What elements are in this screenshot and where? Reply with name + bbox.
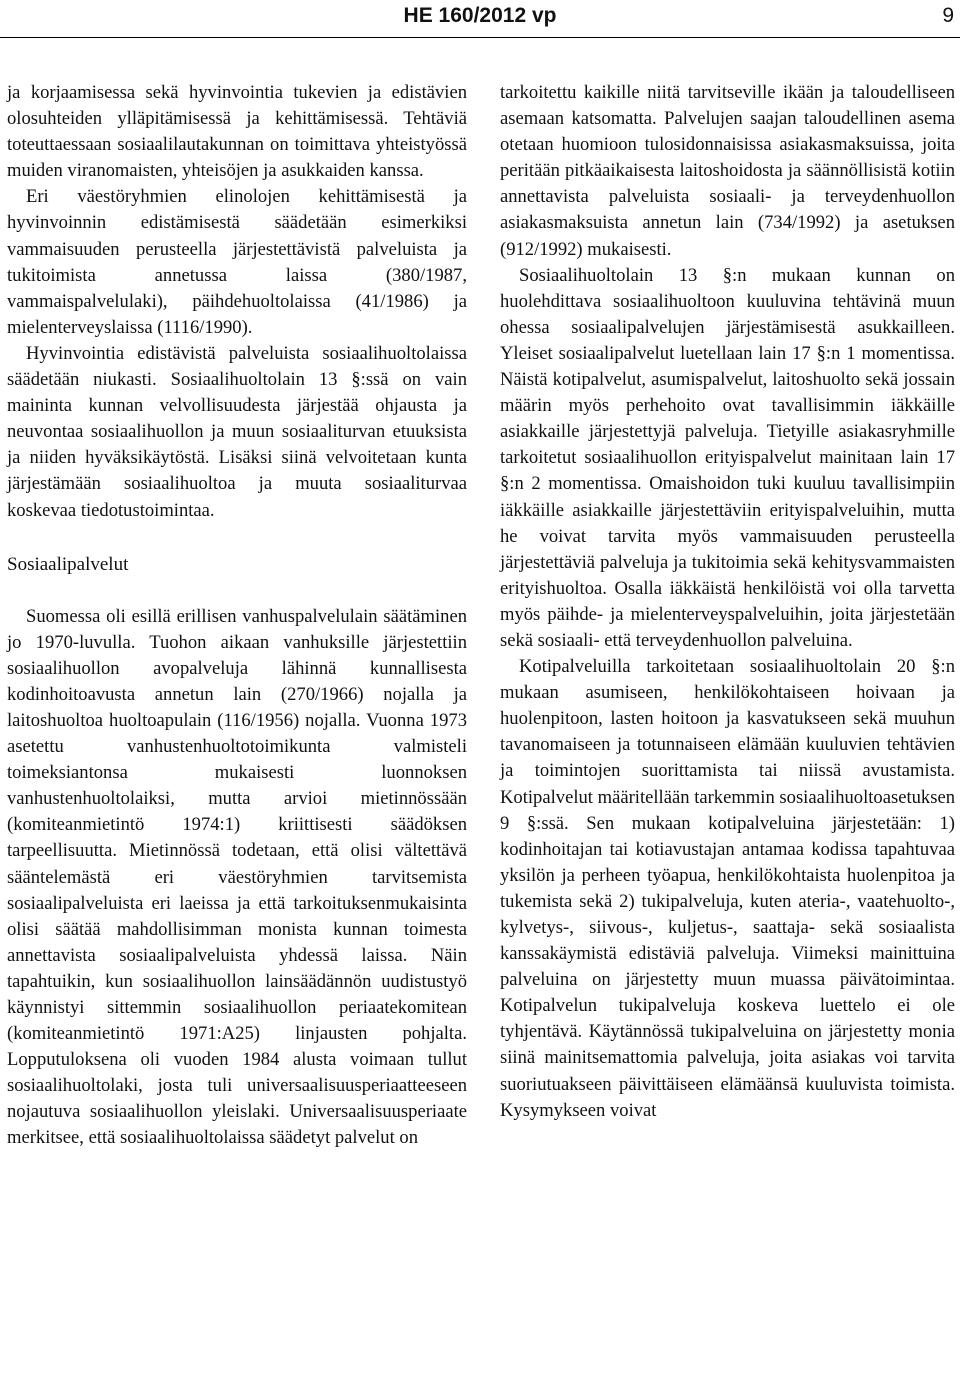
right-column — [500, 80, 955, 1124]
paragraph: Sosiaalihuoltolain 13 §:n mukaan kunnan on huolehdittava sosiaalihuoltoon kuuluvina tehtävinä muun ohessa sosiaalipalvelujen järjestämisestä asukkailleen. Yleiset sosiaalipalvelut luetellaan lain 17 §:n 1 momentissa. Näistä kotipalvelut, asumispalvelut, laitoshuolto sekä jossain määrin myös perhehoito ovat tavallisimmin iäkkäille asiakkaille järjestettyjä palveluja. Tietyille asiakasryhmille tarkoitetut sosiaalihuollon erityispalvelut mainitaan lain 17 §:n 2 momentissa. Omaishoidon tuki kuuluu tavallisimpiin iäkkäille asiakkaille järjestettäviin erityispalveluihin, mutta he voivat tarvita myös vammaisuuden perusteella järjestettäviä palveluja ja tukitoimia sekä kehitysvammaisten erityishuoltoa. Osalla iäkkäistä henkilöistä voi olla tarvetta myös päihde- ja mielenterveyspalveluihin, joita järjestetään sekä sosiaali- että terveydenhuollon palveluina. — [500, 264, 955, 651]
paragraph: Eri väestöryhmien elinolojen kehittämisestä ja hyvinvoinnin edistämisestä säädetään esimerkiksi vammaisuuden perusteella järjestettävistä palveluista ja tukitoimista annetussa laissa (380/1987, vammaispalvelulaki), päihdehuoltolaissa (41/1986) ja mielenterveyslaissa (1116/1990). — [7, 186, 467, 338]
paragraph: Hyvinvointia edistävistä palveluista sosiaalihuoltolaissa säädetään niukasti. Sosiaalihuoltolain 13 §:ssä on vain maininta kunnan velvollisuudesta järjestää ohjausta ja neuvontaa sosiaalihuollon ja muun sosiaaliturvan etuuksista ja niiden hyväksikäytöstä. Lisäksi siinä velvoitetaan kunta järjestämään sosiaalihuoltoa ja muuta sosiaaliturvaa koskevaa tiedotustoimintaa. — [7, 342, 467, 521]
page-number: 9 — [942, 4, 954, 27]
left-column — [7, 80, 467, 1152]
page-header — [0, 0, 960, 40]
paragraph: Kotipalveluilla tarkoitetaan sosiaalihuoltolain 20 §:n mukaan asumiseen, henkilökohtaiseen hoivaan ja huolenpitoon, lasten hoitoon ja kasvatukseen sekä muuhun tavanomaiseen ja totunnaiseen elämään kuuluvien tehtävien ja toimintojen suorittamista tai niissä avustamista. Kotipalvelut määritellään tarkemmin sosiaalihuoltoasetuksen 9 §:ssä. Sen mukaan kotipalveluina järjestetään: 1) kodinhoitajan tai kotiavustajan antamaa kodissa tapahtuvaa yksilön ja perheen työapua, henkilökohtaista huolenpitoa ja tukemista sekä 2) tukipalveluja, kuten ateria-, vaatehuolto-, kylvetys-, siivous-, kuljetus-, saattaja- sekä sosiaalista kanssakäymistä edistäviä palveluja. Viimeksi mainittuina palveluina on järjestetty muun muassa päivätoimintaa. Kotipalvelun tukipalveluja koskeva luettelo ei ole tyhjentävä. Käytännössä tukipalveluina on järjestetty monia siinä mainitsemattomia palveluja, joita asiakas voi tarvita suoriutuakseen päivittäiseen elämäänsä kuuluvista toimista. Kysymykseen voivat — [500, 656, 955, 1121]
paragraph: ja korjaamisessa sekä hyvinvointia tukevien ja edistävien olosuhteiden ylläpitämisessä ja kehittämisessä. Tehtäviä toteuttaessaan sosiaalilautakunnan on toimittava yhteistyössä muiden viranomaisten, yhteisöjen ja asukkaiden kanssa. — [7, 82, 467, 182]
paragraph: Suomessa oli esillä erillisen vanhuspalvelulain säätäminen jo 1970-luvulla. Tuohon aikaan vanhuksille järjestettiin sosiaalihuollon avopalveluja lähinnä kunnallisesta kodinhoitoavusta annetun lain (270/1966) nojalla ja laitoshuoltoa huoltoapulain (116/1956) nojalla. Vuonna 1973 asetettu vanhustenhuoltotoimikunta valmisteli toimeksiantonsa mukaisesti luonnoksen vanhustenhuoltolaiksi, mutta arvioi mietinnössään (komiteanmietintö 1974:1) kriittisesti säädöksen tarpeellisuutta. Mietinnössä todetaan, että olisi vältettävä sääntelemästä eri väestöryhmien tarvitsemista sosiaalipalveluista eri laeissa ja että tarkoituksenmukaisinta olisi säätää mahdollisimman monista kunnan toimesta annettavista sosiaalipalveluista yhdessä laissa. Näin tapahtuikin, kun sosiaalihuollon lainsäädännön uudistustyö käynnistyi sittemmin sosiaalihuollon periaatekomitean (komiteanmietintö 1971:A25) linjausten pohjalta. Lopputuloksena oli vuoden 1984 alusta voimaan tullut sosiaalihuoltolaki, josta tuli universaalisuusperiaatteeseen nojautuva sosiaalihuollon yleislaki. Universaalisuusperiaate merkitsee, että sosiaalihuoltolaissa säädetyt palvelut on — [7, 605, 467, 1149]
section-heading: Sosiaalipalvelut — [7, 553, 129, 575]
document-id: HE 160/2012 vp — [403, 4, 557, 27]
header-rule — [0, 37, 960, 38]
paragraph: tarkoitettu kaikille niitä tarvitseville ikään ja taloudelliseen asemaan katsomatta. Palvelujen saajan taloudellinen asema otetaan huomioon tulosidonnaisissa asiakasmaksuissa, joita peritään pitkäaikaisesta laitoshoidosta ja säännöllisistä kotiin annettavista palveluista sosiaali- ja terveydenhuollon asiakasmaksuista annetun lain (734/1992) ja asetuksen (912/1992) mukaisesti. — [500, 82, 955, 260]
